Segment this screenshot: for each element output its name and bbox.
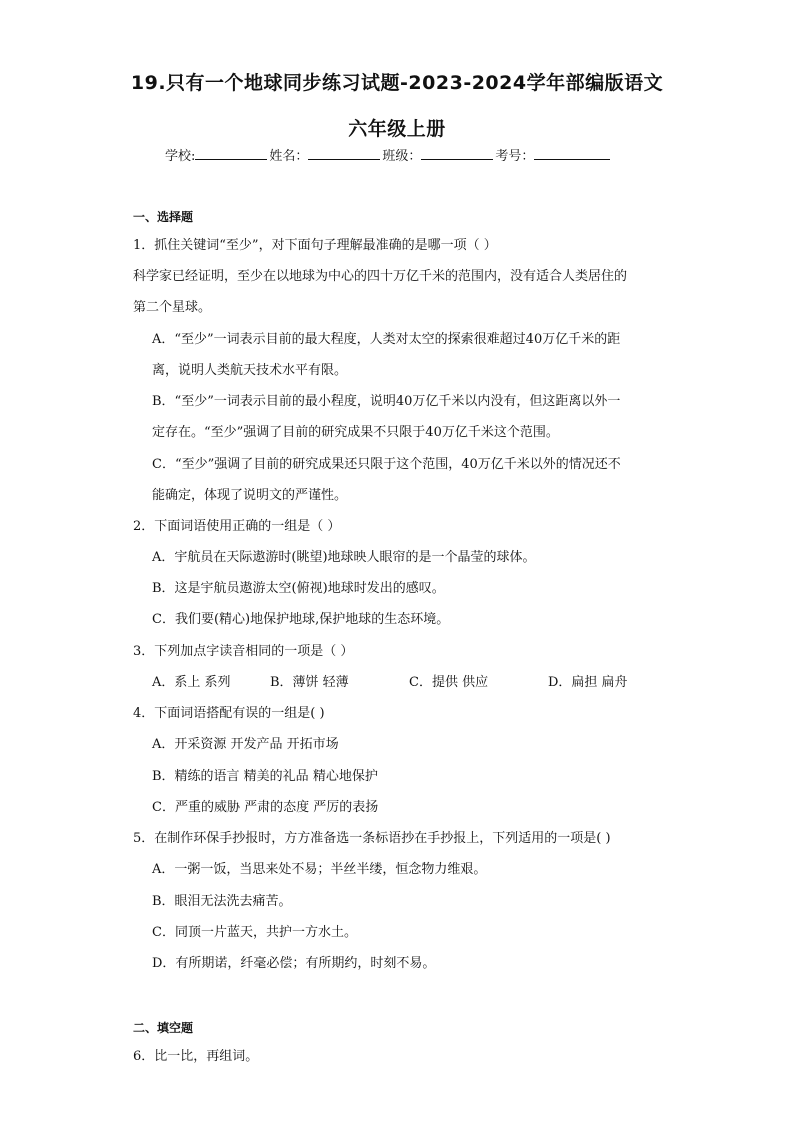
q5-option-a[interactable]: A．一粥一饭，当思来处不易；半丝半缕，恒念物力维艰。 <box>152 862 487 877</box>
class-blank[interactable] <box>421 147 493 160</box>
q2-option-b[interactable]: B．这是宇航员遨游太空(俯视)地球时发出的感叹。 <box>152 581 445 596</box>
q1-option-c-line1[interactable]: C．“至少”强调了目前的研究成果还只限于这个范围，40万亿千米以外的情况还不 <box>152 457 621 472</box>
q3-option-d[interactable]: D．扁担 扁舟 <box>548 675 628 690</box>
section1-heading: 一、选择题 <box>133 210 194 224</box>
q4-option-a[interactable]: A．开采资源 开发产品 开拓市场 <box>152 737 339 752</box>
q1-option-b-line1[interactable]: B．“至少”一词表示目前的最小程度，说明40万亿千米以内没有，但这距离以外一 <box>152 394 621 409</box>
q4-option-b[interactable]: B．精练的语言 精美的礼品 精心地保护 <box>152 769 378 784</box>
q1-passage-line1: 科学家已经证明，至少在以地球为中心的四十万亿千米的范围内，没有适合人类居住的 <box>133 269 628 284</box>
q3-option-b[interactable]: B．薄饼 轻薄 <box>270 675 349 690</box>
number-label: 考号： <box>495 149 535 164</box>
q3-stem: 3．下列加点字读音相同的一项是（ ） <box>133 644 354 659</box>
q4-option-c[interactable]: C．严重的威胁 严肃的态度 严厉的表扬 <box>152 800 379 815</box>
name-blank[interactable] <box>308 147 380 160</box>
q2-option-a[interactable]: A．宇航员在天际遨游时(眺望)地球映人眼帘的是一个晶莹的球体。 <box>152 550 536 565</box>
q5-stem: 5．在制作环保手抄报时，方方准备选一条标语抄在手抄报上，下列适用的一项是( ) <box>133 831 611 846</box>
q1-option-a-line1[interactable]: A．“至少”一词表示目前的最大程度，人类对太空的探索很难超过40万亿千米的距 <box>152 332 621 347</box>
name-label: 姓名： <box>269 149 309 164</box>
document-title-line2: 六年级上册 <box>348 118 446 140</box>
q3-option-a[interactable]: A．系上 系列 <box>152 675 231 690</box>
q2-option-c[interactable]: C．我们要(精心)地保护地球,保护地球的生态环境。 <box>152 612 450 627</box>
q1-option-a-line2: 离，说明人类航天技术水平有限。 <box>152 363 348 378</box>
q5-option-d[interactable]: D．有所期诺，纤毫必偿；有所期约，时刻不易。 <box>152 956 436 971</box>
q3-option-c[interactable]: C．提供 供应 <box>409 675 489 690</box>
q2-stem: 2．下面词语使用正确的一组是（ ） <box>133 519 341 534</box>
number-blank[interactable] <box>534 147 610 160</box>
document-title-line1: 19.只有一个地球同步练习试题-2023-2024学年部编版语文 <box>130 72 664 94</box>
q5-option-b[interactable]: B．眼泪无法洗去痛苦。 <box>152 894 292 909</box>
q6-stem: 6．比一比，再组词。 <box>133 1049 259 1064</box>
q5-option-c[interactable]: C．同顶一片蓝天，共护一方水土。 <box>152 925 357 940</box>
q1-passage-line2: 第二个星球。 <box>133 300 212 315</box>
q1-option-c-line2: 能确定，体现了说明文的严谨性。 <box>152 488 348 503</box>
q3-options-row <box>152 671 628 690</box>
section2-heading: 二、填空题 <box>133 1021 194 1035</box>
q4-stem: 4．下面词语搭配有误的一组是( ) <box>133 706 325 721</box>
school-blank[interactable] <box>195 147 267 160</box>
class-label: 班级： <box>382 149 422 164</box>
q1-stem: 1．抓住关键词“至少”，对下面句子理解最准确的是哪一项（ ） <box>133 238 497 253</box>
school-label: 学校: <box>165 149 196 164</box>
q1-option-b-line2: 定存在。“至少”强调了目前的研究成果不只限于40万亿千米这个范围。 <box>152 425 559 440</box>
student-info-row <box>165 145 645 164</box>
